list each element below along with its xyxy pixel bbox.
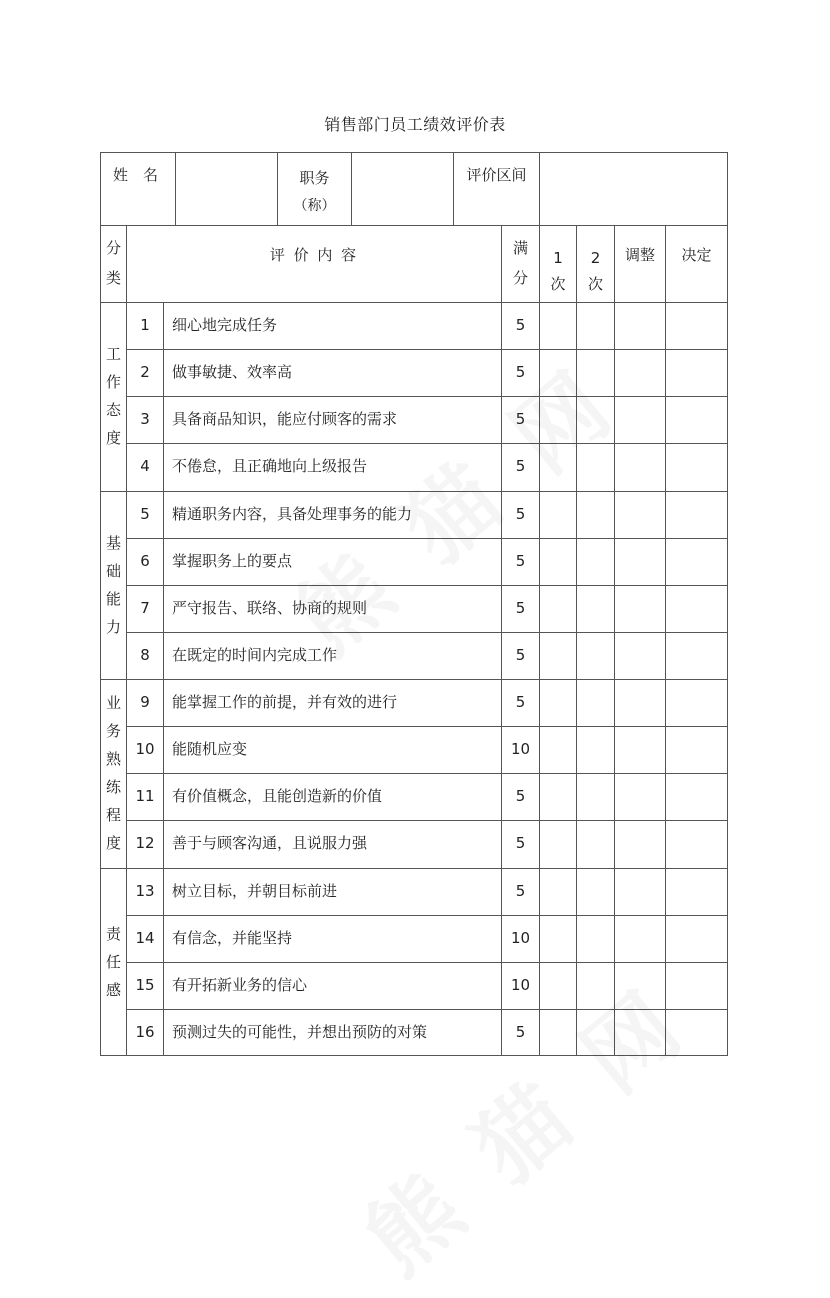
- row-item: 能随机应变: [172, 740, 248, 759]
- row-number: 13: [135, 881, 155, 900]
- row-second-score[interactable]: [577, 491, 614, 538]
- row-item: 能掌握工作的前提，并有效的进行: [172, 693, 398, 711]
- row-item: 做事敏捷、效率高: [172, 363, 293, 382]
- row-number: 12: [135, 834, 155, 853]
- row-second-score[interactable]: [577, 679, 614, 726]
- category-cell: [101, 302, 126, 491]
- row-number: 6: [140, 551, 150, 570]
- row-full-score: 5: [515, 363, 526, 382]
- row-item: 有信念，并能坚持: [172, 928, 293, 947]
- row-number: 11: [135, 787, 155, 806]
- row-number: 16: [135, 1022, 155, 1041]
- row-adjust[interactable]: [615, 491, 665, 538]
- row-item: 树立目标，并朝目标前进: [172, 881, 338, 900]
- row-first-score[interactable]: [540, 585, 576, 632]
- row-number: 14: [135, 928, 155, 947]
- category-char: 基: [105, 533, 121, 552]
- row-decision[interactable]: [666, 443, 727, 490]
- col-content: 评 价 内 容: [269, 246, 359, 264]
- col-category: 分 类: [105, 239, 121, 287]
- row-second-score[interactable]: [577, 915, 614, 962]
- row-full-score: 5: [515, 598, 526, 617]
- row-adjust[interactable]: [615, 726, 665, 773]
- row-number: 7: [140, 598, 150, 617]
- row-first-score[interactable]: [540, 868, 576, 915]
- category-char: 础: [105, 561, 121, 580]
- row-first-score[interactable]: [540, 726, 576, 773]
- category-char: 度: [105, 834, 121, 853]
- row-adjust[interactable]: [615, 868, 665, 915]
- row-number: 4: [140, 457, 150, 476]
- category-char: 练: [105, 778, 121, 797]
- row-decision[interactable]: [666, 915, 727, 962]
- position-label: 职务 （称）: [293, 169, 336, 214]
- row-full-score: 5: [515, 551, 526, 570]
- row-second-score[interactable]: [577, 632, 614, 679]
- col-first: 1 次: [550, 249, 566, 293]
- row-decision[interactable]: [666, 726, 727, 773]
- category-char: 熟: [105, 750, 121, 769]
- row-full-score: 5: [515, 410, 526, 429]
- category-char: 程: [105, 806, 121, 825]
- row-item: 精通职务内容，具备处理事务的能力: [172, 504, 413, 523]
- row-first-score[interactable]: [540, 820, 576, 867]
- category-char: 责: [105, 924, 121, 943]
- row-item: 预测过失的可能性，并想出预防的对策: [172, 1022, 428, 1041]
- row-full-score: 5: [515, 787, 526, 806]
- row-number: 15: [135, 975, 155, 994]
- row-full-score: 10: [510, 740, 531, 759]
- name-field[interactable]: [176, 153, 276, 225]
- category-char: 作: [105, 373, 121, 392]
- row-full-score: 5: [515, 645, 526, 664]
- row-adjust[interactable]: [615, 820, 665, 867]
- name-label: 姓 名: [113, 166, 159, 184]
- row-second-score[interactable]: [577, 868, 614, 915]
- row-first-score[interactable]: [540, 915, 576, 962]
- row-adjust[interactable]: [615, 302, 665, 349]
- row-number: 5: [140, 504, 150, 523]
- row-second-score[interactable]: [577, 302, 614, 349]
- row-decision[interactable]: [666, 820, 727, 867]
- col-second: 2 次: [587, 249, 603, 293]
- row-item: 在既定的时间内完成工作: [172, 645, 338, 664]
- col-full-score: 满 分: [512, 239, 528, 287]
- row-number: 2: [140, 363, 150, 382]
- row-adjust[interactable]: [615, 773, 665, 820]
- row-number: 3: [140, 410, 150, 429]
- category-char: 务: [105, 722, 121, 741]
- category-char: 度: [105, 429, 121, 448]
- row-decision[interactable]: [666, 773, 727, 820]
- row-first-score[interactable]: [540, 632, 576, 679]
- row-full-score: 5: [515, 316, 526, 334]
- row-first-score[interactable]: [540, 773, 576, 820]
- row-adjust[interactable]: [615, 443, 665, 490]
- row-number: 9: [140, 693, 150, 711]
- row-number: 10: [135, 740, 155, 759]
- row-first-score[interactable]: [540, 679, 576, 726]
- row-decision[interactable]: [666, 632, 727, 679]
- page-title: 销售部门员工绩效评价表: [324, 115, 506, 134]
- row-item: 具备商品知识，能应付顾客的需求: [172, 410, 398, 429]
- row-item: 掌握职务上的要点: [172, 551, 293, 570]
- row-first-score[interactable]: [540, 538, 576, 585]
- category-char: 感: [105, 980, 121, 999]
- row-decision[interactable]: [666, 349, 727, 396]
- category-cell: [101, 679, 126, 868]
- row-adjust[interactable]: [615, 632, 665, 679]
- category-char: 能: [105, 589, 121, 608]
- row-second-score[interactable]: [577, 538, 614, 585]
- row-decision[interactable]: [666, 585, 727, 632]
- category-char: 任: [105, 952, 121, 971]
- row-decision[interactable]: [666, 302, 727, 349]
- row-second-score[interactable]: [577, 820, 614, 867]
- category-cell: [101, 868, 126, 1057]
- row-decision[interactable]: [666, 962, 727, 1009]
- period-field[interactable]: [540, 153, 727, 225]
- row-item: 细心地完成任务: [172, 316, 278, 334]
- row-adjust[interactable]: [615, 679, 665, 726]
- row-full-score: 5: [515, 457, 526, 476]
- row-item: 有价值概念，且能创造新的价值: [172, 787, 383, 806]
- row-full-score: 10: [510, 928, 531, 947]
- row-second-score[interactable]: [577, 585, 614, 632]
- row-full-score: 5: [515, 834, 526, 853]
- row-number: 1: [140, 316, 150, 334]
- row-decision[interactable]: [666, 868, 727, 915]
- row-decision[interactable]: [666, 491, 727, 538]
- row-item: 有开拓新业务的信心: [172, 975, 308, 994]
- category-char: 工: [105, 345, 121, 364]
- period-label: 评价区间: [466, 166, 527, 184]
- row-decision[interactable]: [666, 538, 727, 585]
- row-full-score: 10: [510, 975, 531, 994]
- category-char: 业: [105, 694, 121, 713]
- row-adjust[interactable]: [615, 585, 665, 632]
- row-adjust[interactable]: [615, 538, 665, 585]
- row-item: 不倦怠，且正确地向上级报告: [172, 457, 368, 476]
- col-decision: 决定: [681, 246, 712, 264]
- row-decision[interactable]: [666, 396, 727, 443]
- row-second-score[interactable]: [577, 773, 614, 820]
- row-full-score: 5: [515, 881, 526, 900]
- row-second-score[interactable]: [577, 726, 614, 773]
- row-item: 善于与顾客沟通，且说服力强: [172, 834, 368, 853]
- row-full-score: 5: [515, 1022, 526, 1041]
- category-char: 态: [105, 401, 121, 420]
- row-item: 严守报告、联络、协商的规则: [172, 598, 368, 617]
- row-full-score: 5: [515, 504, 526, 523]
- row-number: 8: [140, 645, 150, 664]
- row-adjust[interactable]: [615, 349, 665, 396]
- col-adjust: 调整: [624, 246, 655, 264]
- row-decision[interactable]: [666, 679, 727, 726]
- position-field[interactable]: [352, 153, 452, 225]
- category-cell: [101, 491, 126, 680]
- category-char: 力: [105, 617, 121, 636]
- row-full-score: 5: [515, 693, 526, 711]
